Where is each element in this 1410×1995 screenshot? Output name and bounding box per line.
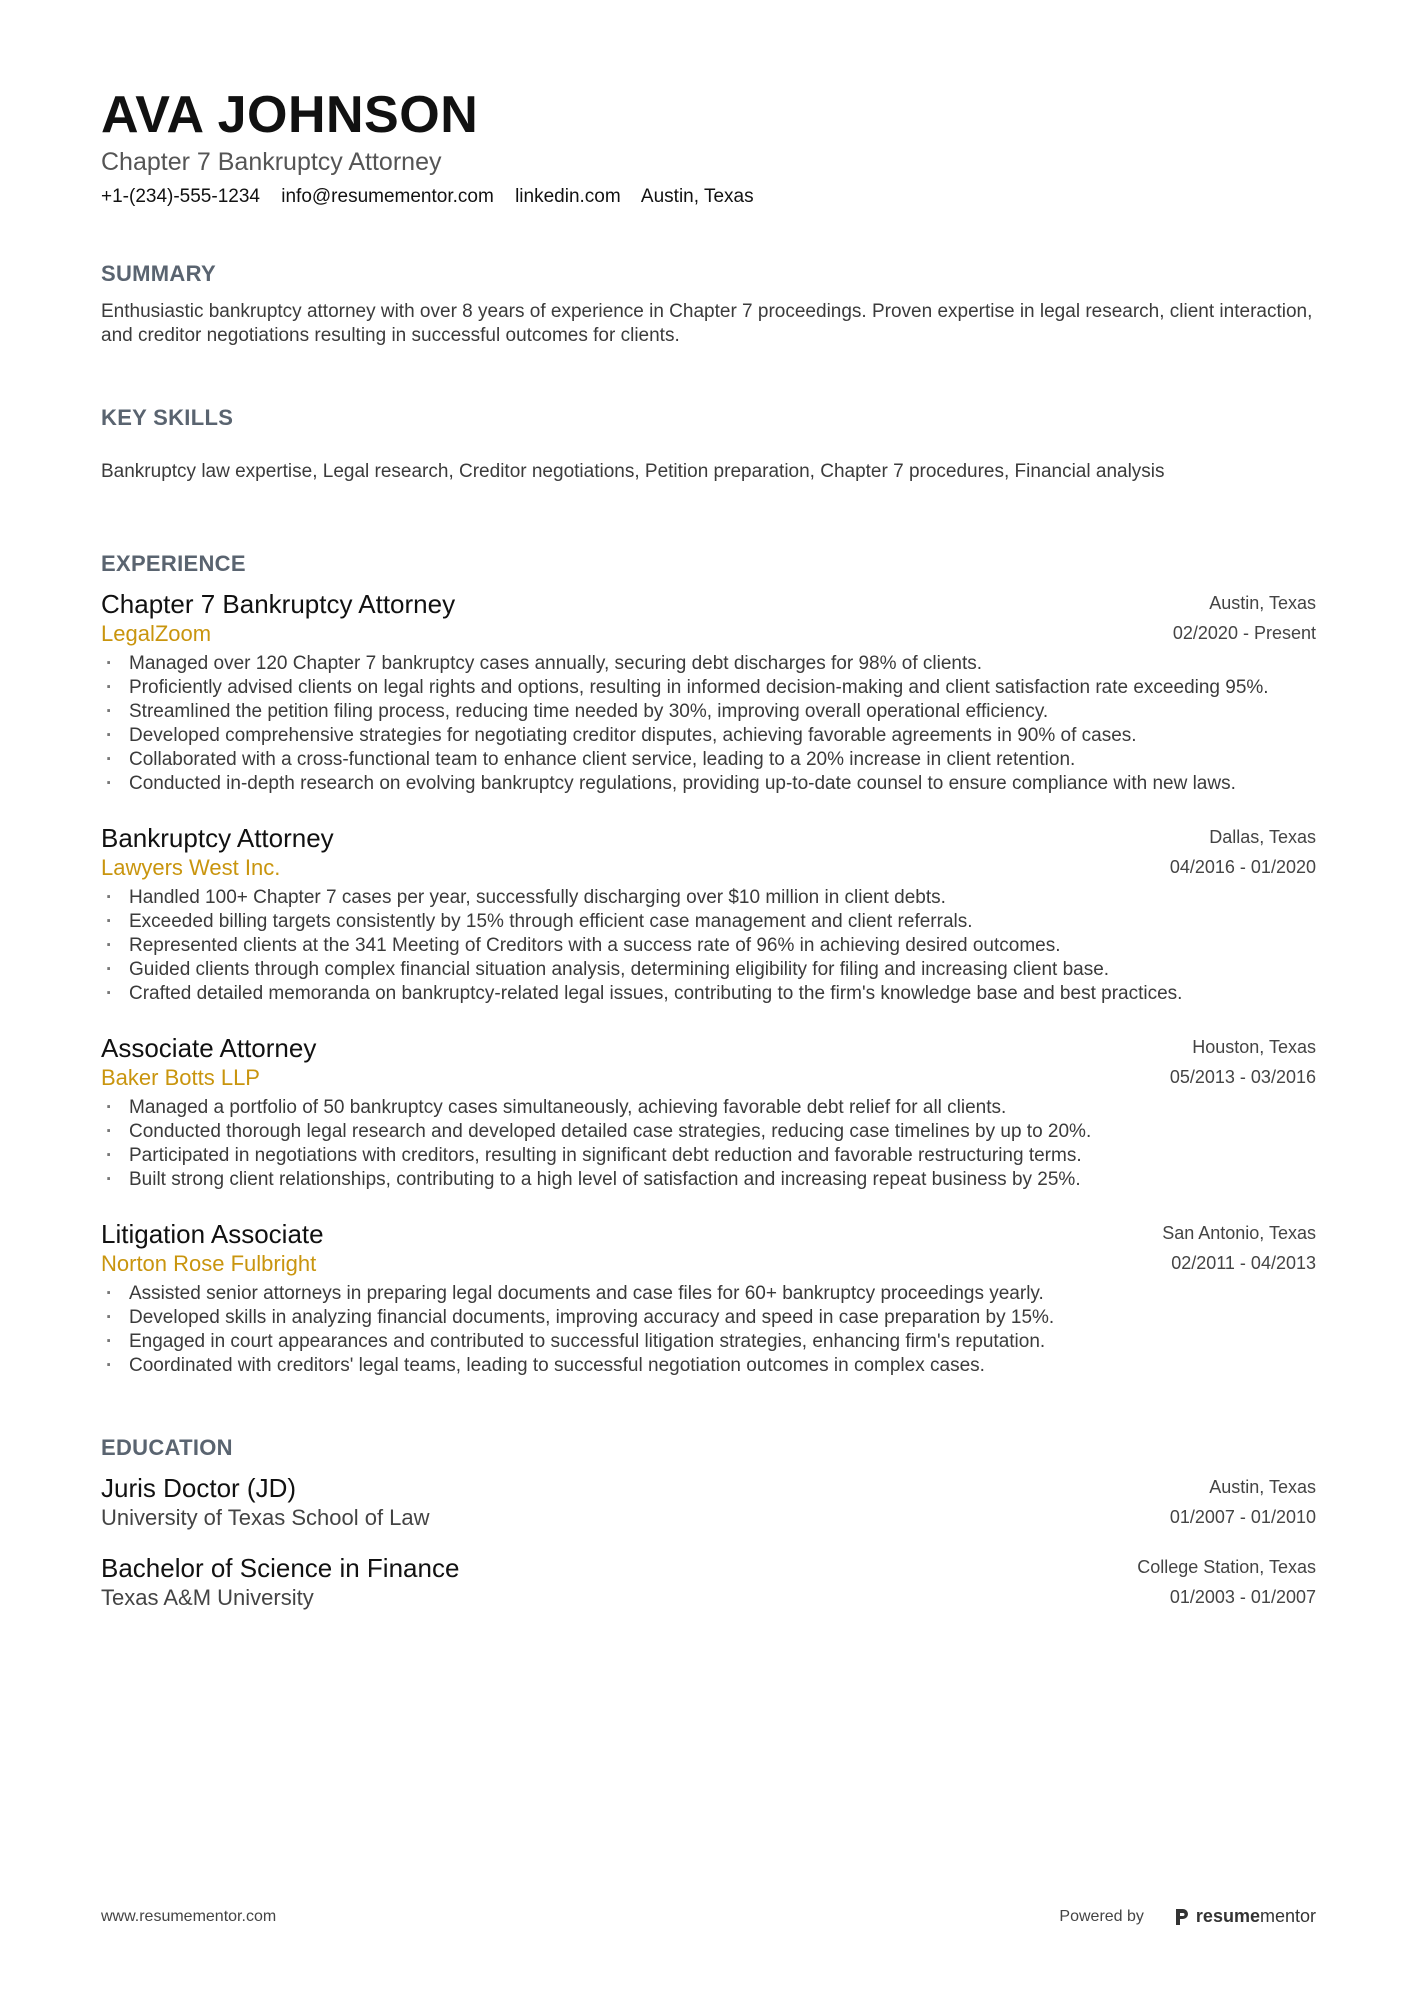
job-title: Litigation Associate (101, 1219, 324, 1249)
summary-section (101, 260, 1316, 348)
bullet-item: · Guided clients through complex financial situation analysis, determining eligibility for filing and increasing client base. (101, 958, 1316, 982)
company-name: Baker Botts LLP (101, 1065, 260, 1090)
bullet-item: · Participated in negotiations with creditors, resulting in significant debt reduction and favorable restructuring terms. (101, 1144, 1316, 1168)
bullet-item: · Developed skills in analyzing financial documents, improving accuracy and speed in case preparation by 15%. (101, 1306, 1316, 1330)
page-footer (101, 1906, 1316, 1927)
experience-entry-header (101, 588, 1316, 648)
education-section (101, 1434, 1316, 1612)
job-dates: 02/2011 - 04/2013 (1171, 1253, 1316, 1273)
job-title: Bankruptcy Attorney (101, 823, 334, 853)
contact-linkedin[interactable]: linkedin.com (515, 186, 621, 207)
job-location: Dallas, Texas (1209, 827, 1316, 847)
company-name: LegalZoom (101, 621, 212, 646)
bullet-item: · Collaborated with a cross-functional team to enhance client service, leading to a 20% increase in client retention. (101, 748, 1316, 772)
bullet-item: · Developed comprehensive strategies for negotiating creditor disputes, achieving favorable agreements in 90% of cases. (101, 724, 1316, 748)
experience-list (101, 588, 1316, 1378)
degree-title: Juris Doctor (JD) (101, 1473, 297, 1503)
job-dates: 05/2013 - 03/2016 (1169, 1067, 1316, 1087)
job-dates: 04/2016 - 01/2020 (1169, 857, 1316, 877)
job-bullets (101, 1282, 1316, 1378)
company-name: Norton Rose Fulbright (101, 1251, 317, 1276)
resume-header (101, 84, 1316, 210)
education-dates: 01/2007 - 01/2010 (1169, 1507, 1316, 1527)
experience-entry-header (101, 822, 1316, 882)
job-bullets (101, 652, 1316, 796)
job-location: San Antonio, Texas (1162, 1223, 1316, 1243)
skills-section (101, 404, 1316, 484)
candidate-name: AVA JOHNSON (101, 86, 479, 144)
bullet-item: · Crafted detailed memoranda on bankruptcy-related legal issues, contributing to the firm's knowledge base and best practices. (101, 982, 1316, 1006)
candidate-headline: Chapter 7 Bankruptcy Attorney (101, 148, 442, 176)
brand-name-light: mentor (1259, 1906, 1316, 1926)
school-name: University of Texas School of Law (101, 1505, 430, 1530)
job-location: Austin, Texas (1209, 593, 1316, 613)
contact-line (101, 184, 1316, 210)
bullet-item: · Managed over 120 Chapter 7 bankruptcy cases annually, securing debt discharges for 98% of clients. (101, 652, 1316, 676)
brand-logo[interactable] (1174, 1906, 1316, 1927)
footer-website[interactable]: www.resumementor.com (101, 1907, 277, 1925)
education-entry-header (101, 1552, 1316, 1612)
experience-entry (101, 822, 1316, 1006)
education-location: College Station, Texas (1137, 1557, 1316, 1577)
summary-text: Enthusiastic bankruptcy attorney with over 8 years of experience in Chapter 7 proceedings. Proven expertise in legal research, client interaction, and creditor negotiations resulting in successful outcomes for clients. (101, 301, 1313, 346)
skills-text: Bankruptcy law expertise, Legal research, Creditor negotiations, Petition preparation, Chapter 7 procedures, Financial analysis (101, 461, 1165, 482)
section-title-skills: KEY SKILLS (101, 405, 234, 430)
experience-section (101, 550, 1316, 1378)
contact-email[interactable]: info@resumementor.com (281, 186, 494, 207)
job-dates: 02/2020 - Present (1172, 623, 1316, 643)
education-dates: 01/2003 - 01/2007 (1169, 1587, 1316, 1607)
job-title: Associate Attorney (101, 1033, 317, 1063)
company-name: Lawyers West Inc. (101, 855, 281, 880)
job-bullets (101, 886, 1316, 1006)
job-title: Chapter 7 Bankruptcy Attorney (101, 589, 456, 619)
brand-name-bold: resume (1195, 1906, 1260, 1926)
education-entry (101, 1472, 1316, 1532)
school-name: Texas A&M University (101, 1585, 314, 1610)
bullet-item: · Coordinated with creditors' legal teams, leading to successful negotiation outcomes in complex cases. (101, 1354, 1316, 1378)
section-title-experience: EXPERIENCE (101, 551, 246, 576)
education-entry (101, 1552, 1316, 1612)
experience-entry (101, 1032, 1316, 1192)
education-location: Austin, Texas (1209, 1477, 1316, 1497)
contact-phone: +1-(234)-555-1234 (101, 186, 260, 207)
section-title-education: EDUCATION (101, 1435, 233, 1460)
bullet-item: · Managed a portfolio of 50 bankruptcy cases simultaneously, achieving favorable debt relief for all clients. (101, 1096, 1316, 1120)
powered-by-label: Powered by (1059, 1907, 1144, 1925)
section-title-summary: SUMMARY (101, 261, 216, 286)
experience-entry (101, 1218, 1316, 1378)
bullet-item: · Conducted thorough legal research and developed detailed case strategies, reducing case timelines by up to 20%. (101, 1120, 1316, 1144)
powered-by (1059, 1906, 1316, 1927)
experience-entry (101, 588, 1316, 796)
bullet-item: · Built strong client relationships, contributing to a high level of satisfaction and increasing repeat business by 25%. (101, 1168, 1316, 1192)
job-bullets (101, 1096, 1316, 1192)
education-entry-header (101, 1472, 1316, 1532)
education-list (101, 1472, 1316, 1612)
bullet-item: · Proficiently advised clients on legal rights and options, resulting in informed decision-making and client satisfaction rate exceeding 95%. (101, 676, 1316, 700)
degree-title: Bachelor of Science in Finance (101, 1553, 460, 1583)
bullet-item: · Engaged in court appearances and contributed to successful litigation strategies, enhancing firm's reputation. (101, 1330, 1316, 1354)
job-location: Houston, Texas (1192, 1037, 1316, 1057)
experience-entry-header (101, 1032, 1316, 1092)
bullet-item: · Conducted in-depth research on evolving bankruptcy regulations, providing up-to-date counsel to ensure compliance with new laws. (101, 772, 1316, 796)
bullet-item: · Streamlined the petition filing process, reducing time needed by 30%, improving overall operational efficiency. (101, 700, 1316, 724)
bullet-item: · Exceeded billing targets consistently by 15% through efficient case management and client referrals. (101, 910, 1316, 934)
resumementor-logo-icon (1174, 1907, 1190, 1927)
experience-entry-header (101, 1218, 1316, 1278)
bullet-item: · Handled 100+ Chapter 7 cases per year, successfully discharging over $10 million in client debts. (101, 886, 1316, 910)
bullet-item: · Assisted senior attorneys in preparing legal documents and case files for 60+ bankruptcy proceedings yearly. (101, 1282, 1316, 1306)
contact-location: Austin, Texas (640, 186, 754, 207)
bullet-item: · Represented clients at the 341 Meeting of Creditors with a success rate of 96% in achieving desired outcomes. (101, 934, 1316, 958)
resume-page (101, 84, 1316, 1612)
